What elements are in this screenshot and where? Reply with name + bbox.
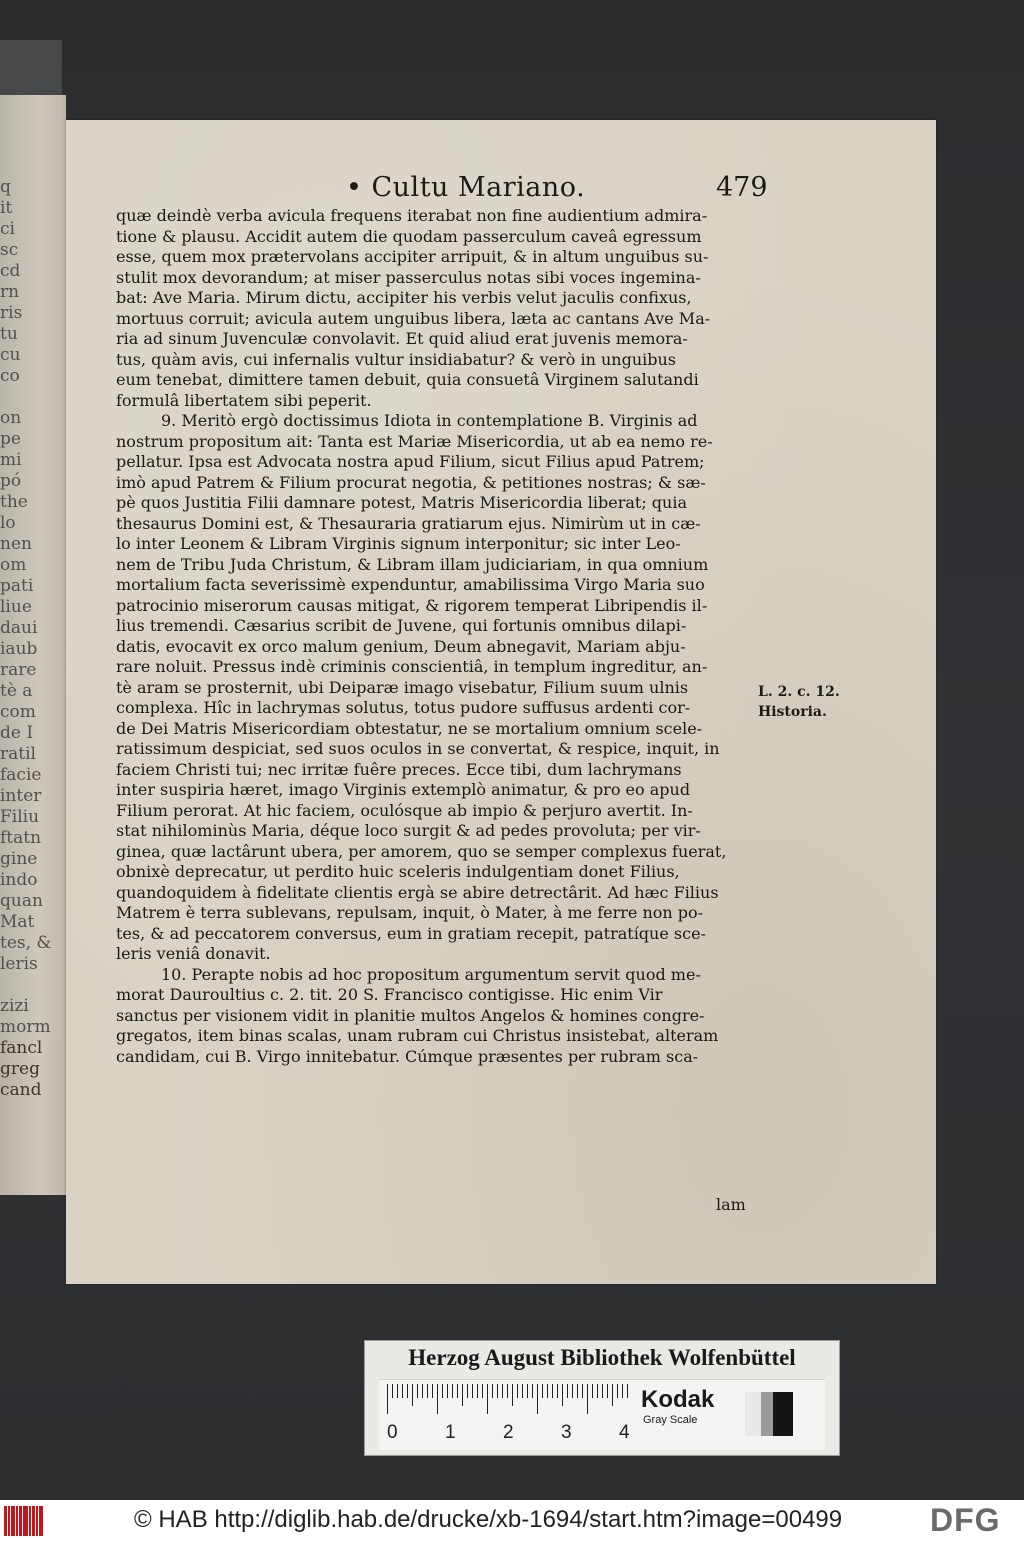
text-line: ria ad sinum Juvenculæ convolavit. Et quid aliud erat juvenis memora-: [116, 329, 688, 348]
ruler-tick: [487, 1384, 488, 1414]
running-head: • Cultu Mariano.: [346, 172, 586, 203]
ruler-tick: [577, 1384, 578, 1398]
sheet-edge-overlay: [0, 40, 62, 1040]
gray-scale-label: Gray Scale: [643, 1414, 698, 1426]
facing-page-line: lo: [0, 513, 16, 533]
ruler-tick: [502, 1384, 503, 1398]
text-line: leris veniâ donavit.: [116, 944, 271, 963]
gray-swatch-dark: [773, 1392, 793, 1436]
facing-page-line: ftatn: [0, 828, 42, 848]
facing-page-line: q: [0, 177, 11, 197]
text-line: tè aram se prosternit, ubi Deiparæ imago visebatur, Filium suum ulnis: [116, 677, 689, 697]
text-line: candidam, cui B. Virgo innitebatur. Cúmque præsentes per rubram sca-: [116, 1046, 699, 1066]
facing-page-line: co: [0, 366, 20, 386]
ruler-tick: [552, 1384, 553, 1398]
barcode-bar: [36, 1506, 38, 1536]
text-line: mortuus corruit; avicula autem unguibus libera, læta ac cantans Ave Ma-: [116, 308, 711, 328]
ruler-tick: [562, 1384, 563, 1406]
color-scale-target: [379, 1379, 825, 1450]
barcode-bar: [32, 1506, 35, 1536]
ruler-tick: [607, 1384, 608, 1398]
ruler-tick: [547, 1384, 548, 1398]
ruler-tick: [527, 1384, 528, 1398]
facing-page-line: rare: [0, 660, 37, 680]
facing-page-line: pe: [0, 429, 21, 449]
ruler-tick: [387, 1384, 388, 1414]
ruler-tick: [467, 1384, 468, 1398]
text-line: imò apud Patrem & Filium procurat negotia, & petitiones nostras; & sæ-: [116, 472, 706, 492]
text-line: esse, quem mox prætervolans accipiter arripuit, & in altum unguibus su-: [116, 247, 709, 266]
ruler-tick: [617, 1384, 618, 1398]
ruler-number: 2: [503, 1422, 514, 1443]
facing-page-line: mi: [0, 450, 22, 470]
facing-page-line: on: [0, 408, 22, 428]
facing-page-line: liue: [0, 597, 32, 617]
library-label-card: [364, 1340, 840, 1456]
text-line: lius tremendi. Cæsarius scribit de Juvene, qui fortunis omnibus dilapi-: [116, 616, 687, 635]
text-line: stulit mox devorandum; at miser passerculus notas sibi voces ingemina-: [116, 267, 701, 287]
ruler-tick: [437, 1384, 438, 1414]
text-line: quæ deindè verba avicula frequens iterabat non fine audientium admira-: [116, 206, 708, 225]
barcode-bar: [29, 1506, 31, 1536]
catchword: lam: [716, 1195, 746, 1214]
text-line: bat: Ave Maria. Mirum dictu, accipiter his verbis velut jaculis confixus,: [116, 288, 692, 307]
barcode-bar: [23, 1506, 28, 1536]
facing-page-line: it: [0, 198, 13, 218]
body-text: [116, 206, 776, 1067]
text-line: inter suspiria hæret, imago Virginis extemplò animatur, & pro eo apud: [116, 780, 691, 799]
facing-page-line: nen: [0, 534, 32, 554]
ruler-tick: [397, 1384, 398, 1398]
barcode-bar: [39, 1506, 43, 1536]
facing-page-line: tu: [0, 324, 18, 344]
text-line: 9. Meritò ergò doctissimus Idiota in contemplatione B. Virginis ad: [161, 411, 698, 430]
barcode-bar: [8, 1506, 10, 1536]
ruler-tick: [507, 1384, 508, 1398]
marginal-note-line: Historia.: [758, 704, 827, 720]
dfg-logo: DFG: [930, 1502, 1001, 1538]
kodak-logo: Kodak: [641, 1386, 715, 1413]
library-name: Herzog August Bibliothek Wolfenbüttel: [408, 1345, 796, 1370]
text-line: morat Dauroultius c. 2. tit. 20 S. Francisco contigisse. Hic enim Vir: [116, 985, 663, 1004]
ruler-tick: [587, 1384, 588, 1414]
ruler-tick: [612, 1384, 613, 1406]
ruler-tick: [497, 1384, 498, 1398]
facing-page-line: pati: [0, 576, 34, 596]
facing-page-line: ris: [0, 303, 23, 323]
text-line: stat nihilominùs Maria, déque loco surgit & ad pedes provoluta; per vir-: [116, 821, 701, 840]
ruler-tick: [482, 1384, 483, 1398]
text-line: tione & plausu. Accidit autem die quodam passerculum caveâ egressum: [116, 226, 702, 246]
facing-page-line: inter: [0, 786, 42, 806]
text-line: nostrum propositum ait: Tanta est Mariæ Misericordia, ut ab ea nemo re-: [116, 431, 713, 451]
ruler-tick: [462, 1384, 463, 1406]
ruler-numbers: [387, 1422, 647, 1444]
ruler-tick: [472, 1384, 473, 1398]
ruler-tick: [517, 1384, 518, 1398]
facing-page-line: the: [0, 492, 28, 512]
facing-page-line: com: [0, 702, 36, 722]
ruler-tick: [602, 1384, 603, 1398]
barcode-bar: [11, 1506, 15, 1536]
facing-page-line: pó: [0, 471, 22, 491]
text-line: datis, evocavit ex orco malum genium, Deum abnegavit, Mariam abju-: [116, 636, 686, 656]
facing-page-line: quan: [0, 891, 43, 911]
text-line: quandoquidem à fidelitate clientis ergà se abire detrectârit. Ad hæc Filius: [116, 882, 719, 902]
text-line: 10. Perapte nobis ad hoc propositum argumentum servit quod me-: [161, 964, 701, 984]
marginal-note: [758, 682, 840, 722]
facing-page-line: fancl: [0, 1038, 43, 1058]
text-line: pellatur. Ipsa est Advocata nostra apud Filium, sicut Filius apud Patrem;: [116, 452, 705, 471]
facing-page-line: indo: [0, 870, 38, 890]
facing-page-line: iaub: [0, 639, 38, 659]
text-line: formulâ libertatem sibi peperit.: [116, 390, 372, 410]
facing-page-line: tè a: [0, 681, 33, 701]
ruler-tick: [412, 1384, 413, 1406]
ruler-tick: [457, 1384, 458, 1398]
ruler-tick: [452, 1384, 453, 1398]
gray-swatch-light: [745, 1392, 761, 1436]
barcode-bar: [4, 1506, 7, 1536]
ruler-tick: [427, 1384, 428, 1398]
facing-page-line: ci: [0, 219, 15, 239]
ruler-number: 4: [619, 1422, 630, 1443]
text-line: Matrem è terra sublevans, repulsam, inquit, ò Mater, à me ferre non po-: [116, 903, 704, 922]
facing-page-line: facie: [0, 765, 42, 785]
ruler-tick: [492, 1384, 493, 1398]
text-line: ratissimum despiciat, sed suos oculos in se convertat, & respice, inquit, in: [116, 739, 720, 758]
text-line: gregatos, item binas scalas, unam rubram cui Christus insistebat, alteram: [116, 1026, 719, 1045]
footer-bar: [0, 1500, 1024, 1541]
text-line: nem de Tribu Juda Christum, & Libram illam judiciariam, in qua omnium: [116, 554, 709, 574]
ruler-tick: [512, 1384, 513, 1406]
text-line: complexa. Hîc in lachrymas solutus, totus pudore suffusus ardenti cor-: [116, 698, 691, 717]
marginal-note-line: L. 2. c. 12.: [758, 684, 840, 700]
ruler-tick: [532, 1384, 533, 1398]
text-line: eum tenebat, dimittere tamen debuit, quia consuetâ Virginem salutandi: [116, 370, 699, 389]
facing-page-line: de I: [0, 723, 34, 743]
facing-page-line: morm: [0, 1017, 51, 1037]
facing-page-line: rn: [0, 282, 20, 302]
facing-page-line: zizi: [0, 996, 29, 1016]
footer-url-text[interactable]: © HAB http://diglib.hab.de/drucke/xb-1694/start.htm?image=00499: [134, 1506, 843, 1533]
text-line: tes, & ad peccatorem conversus, eum in gratiam recepit, patratíque sce-: [116, 923, 706, 943]
facing-page-line: gine: [0, 849, 38, 869]
page-number: 479: [716, 172, 768, 203]
ruler-number: 1: [445, 1422, 456, 1443]
barcode-icon: [4, 1506, 44, 1536]
ruler-tick: [582, 1384, 583, 1398]
ruler-tick: [422, 1384, 423, 1398]
gray-swatch-mid: [761, 1392, 773, 1436]
text-line: pè quos Justitia Filii damnare potest, Matris Misericordia liberat; quia: [116, 493, 687, 512]
ruler-tick: [442, 1384, 443, 1398]
facing-page-line: cd: [0, 261, 21, 281]
ruler-tick: [477, 1384, 478, 1398]
ruler-tick: [447, 1384, 448, 1398]
ruler-tick: [392, 1384, 393, 1398]
text-line: faciem Christi tui; nec irritæ fuêre preces. Ecce tibi, dum lachrymans: [116, 759, 682, 779]
ruler-scale: [387, 1384, 627, 1414]
facing-page-line: sc: [0, 240, 19, 260]
ruler-tick: [522, 1384, 523, 1398]
facing-page-line: tes, &: [0, 933, 52, 953]
text-line: patrocinio miserorum causas mitigat, & rigorem temperat Libripendis il-: [116, 595, 708, 615]
text-line: mortalium facta severissimè expenduntur, amabilissima Virgo Maria suo: [116, 575, 705, 594]
facing-page-line: Mat: [0, 912, 35, 932]
text-line: obnixè deprecatur, ut perdito huic sceleris indulgentiam donet Filius,: [116, 862, 680, 881]
facing-page-line: daui: [0, 618, 38, 638]
ruler-tick: [557, 1384, 558, 1398]
facing-page-line: om: [0, 555, 27, 575]
ruler-number: 0: [387, 1422, 398, 1443]
text-line: sanctus per visionem vidit in planitie multos Angelos & homines congre-: [116, 1005, 705, 1025]
ruler-tick: [417, 1384, 418, 1398]
text-line: rare noluit. Pressus indè criminis conscientiâ, in templum ingreditur, an-: [116, 657, 708, 676]
barcode-bar: [16, 1506, 18, 1536]
text-line: ginea, quæ lactârunt ubera, per amorem, quo se semper complexus fuerat,: [116, 841, 727, 861]
ruler-tick: [597, 1384, 598, 1398]
text-line: de Dei Matris Misericordiam obtestatur, ne se mortalium omnium scele-: [116, 718, 703, 738]
facing-page-line: ratil: [0, 744, 36, 764]
facing-page-line: leris: [0, 954, 38, 974]
ruler-tick: [627, 1384, 628, 1398]
ruler-tick: [567, 1384, 568, 1398]
ruler-tick: [407, 1384, 408, 1398]
text-line: tus, quàm avis, cui infernalis vultur insidiabatur? & verò in unguibus: [116, 349, 676, 369]
barcode-bar: [19, 1506, 22, 1536]
text-line: Filium perorat. At hic faciem, oculósque ab impio & perjuro avertit. In-: [116, 800, 693, 820]
ruler-tick: [402, 1384, 403, 1398]
text-line: lo inter Leonem & Libram Virginis signum interponitur; sic inter Leo-: [116, 534, 681, 553]
text-line: thesaurus Domini est, & Thesauraria gratiarum ejus. Nimirùm ut in cæ-: [116, 513, 701, 533]
ruler-tick: [537, 1384, 538, 1414]
facing-page-line: greg: [0, 1059, 40, 1079]
ruler-tick: [572, 1384, 573, 1398]
ruler-tick: [542, 1384, 543, 1398]
ruler-tick: [432, 1384, 433, 1398]
facing-page-line: cand: [0, 1080, 42, 1100]
ruler-number: 3: [561, 1422, 572, 1443]
facing-page-line: cu: [0, 345, 21, 365]
book-page: [66, 120, 936, 1284]
ruler-tick: [622, 1384, 623, 1398]
ruler-tick: [592, 1384, 593, 1398]
facing-page-line: Filiu: [0, 807, 40, 827]
